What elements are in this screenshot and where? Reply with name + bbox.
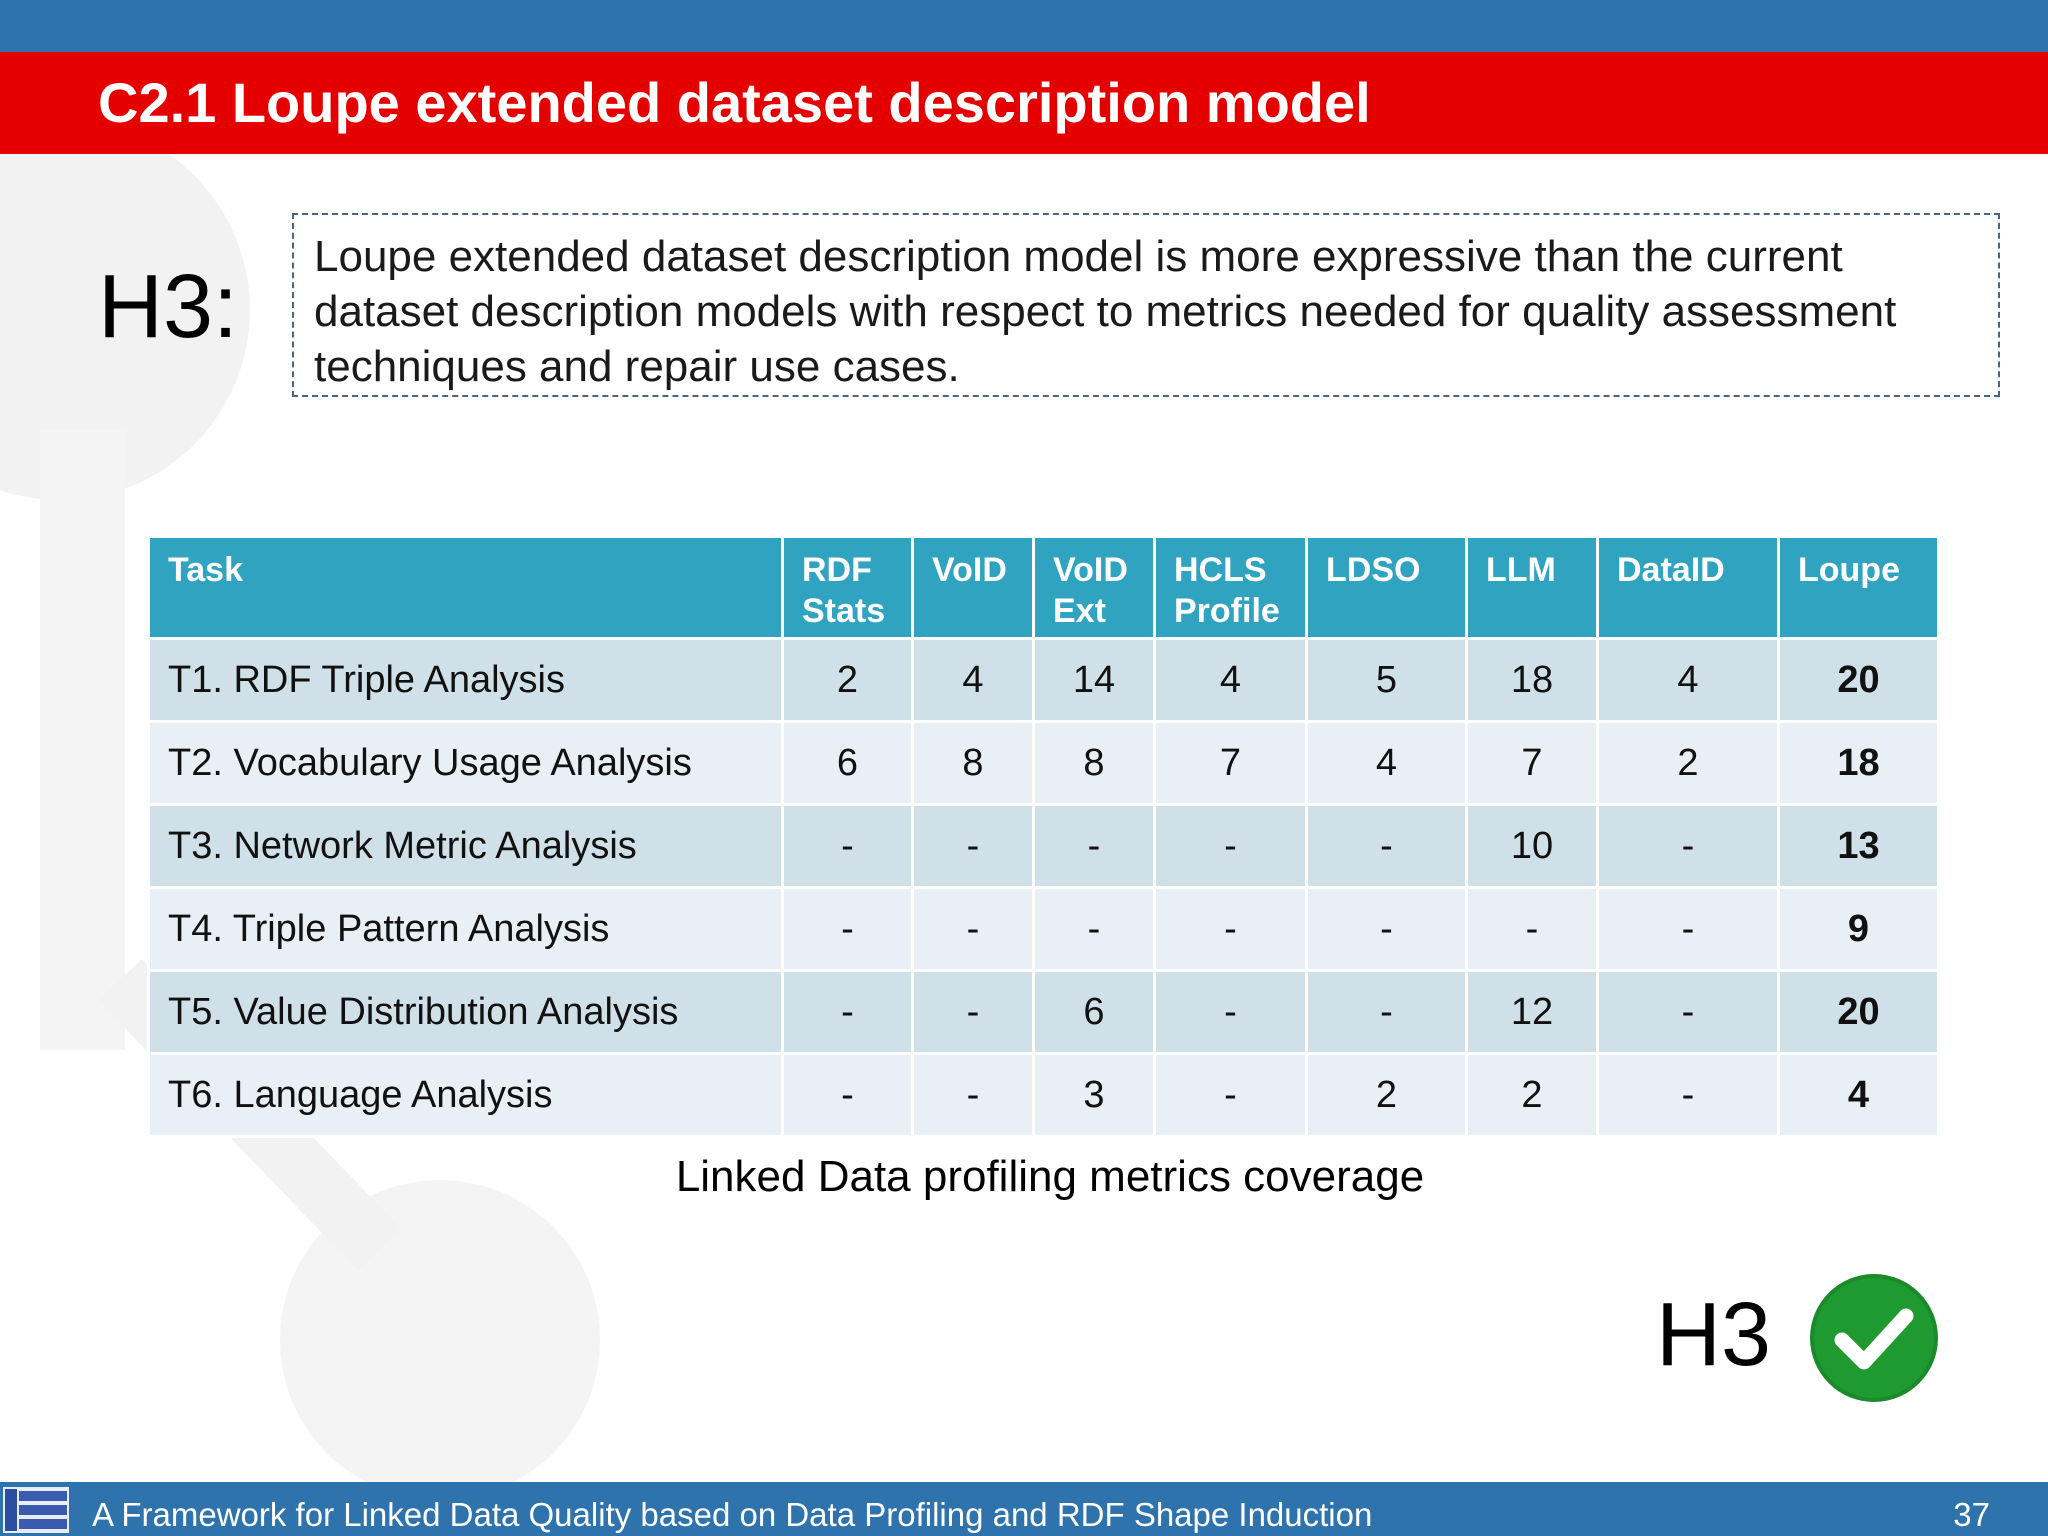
table-row <box>149 1054 1939 1137</box>
loupe-cell: 20 <box>1779 639 1939 722</box>
footer-text: A Framework for Linked Data Quality based on Data Profiling and RDF Shape Induction <box>92 1496 1373 1533</box>
table-cell: - <box>1598 805 1779 888</box>
table-cell: 2 <box>1307 1054 1467 1137</box>
coverage-table-container <box>147 535 1940 1138</box>
col-header-loupe: Loupe <box>1779 537 1939 639</box>
hypothesis-box <box>292 213 2000 397</box>
table-cell: - <box>783 971 913 1054</box>
group-logo-icon <box>3 1487 69 1533</box>
table-cell: 7 <box>1155 722 1307 805</box>
table-cell: - <box>1155 971 1307 1054</box>
table-cell: - <box>1034 805 1155 888</box>
table-cell: - <box>913 888 1034 971</box>
table-cell: 18 <box>1467 639 1598 722</box>
table-cell: 5 <box>1307 639 1467 722</box>
page-number: 37 <box>1953 1496 1990 1533</box>
table-cell: 2 <box>783 639 913 722</box>
table-cell: - <box>913 1054 1034 1137</box>
table-cell: - <box>913 971 1034 1054</box>
table-cell: 8 <box>913 722 1034 805</box>
table-cell: 6 <box>783 722 913 805</box>
task-cell: T3. Network Metric Analysis <box>149 805 783 888</box>
loupe-cell: 20 <box>1779 971 1939 1054</box>
table-cell: - <box>783 805 913 888</box>
result-label: H3 <box>1656 1285 1772 1385</box>
table-cell: 3 <box>1034 1054 1155 1137</box>
task-cell: T4. Triple Pattern Analysis <box>149 888 783 971</box>
table-cell: - <box>1598 971 1779 1054</box>
loupe-cell: 4 <box>1779 1054 1939 1137</box>
table-row <box>149 971 1939 1054</box>
table-cell: 8 <box>1034 722 1155 805</box>
slide-title: C2.1 Loupe extended dataset description model <box>98 71 1371 134</box>
table-cell: - <box>1307 805 1467 888</box>
col-header-llm: LLM <box>1467 537 1598 639</box>
table-cell: - <box>1034 888 1155 971</box>
col-header-dataid: DataID <box>1598 537 1779 639</box>
col-header-void-ext: VoID Ext <box>1034 537 1155 639</box>
col-header-task: Task <box>149 537 783 639</box>
table-cell: - <box>1598 1054 1779 1137</box>
table-cell: - <box>783 1054 913 1137</box>
table-cell: 7 <box>1467 722 1598 805</box>
hypothesis-text: Loupe extended dataset description model is more expressive than the current dataset description models with respect to metrics needed for quality assessment techniques and repair use cases. <box>314 232 1897 391</box>
table-cell: 2 <box>1598 722 1779 805</box>
table-caption: Linked Data profiling metrics coverage <box>675 1152 1425 1201</box>
table-cell: 4 <box>913 639 1034 722</box>
table-row <box>149 722 1939 805</box>
task-cell: T1. RDF Triple Analysis <box>149 639 783 722</box>
table-cell: - <box>1467 888 1598 971</box>
table-header-row <box>149 537 1939 639</box>
table-cell: 6 <box>1034 971 1155 1054</box>
table-cell: 2 <box>1467 1054 1598 1137</box>
loupe-cell: 18 <box>1779 722 1939 805</box>
table-cell: - <box>913 805 1034 888</box>
task-cell: T5. Value Distribution Analysis <box>149 971 783 1054</box>
table-cell: - <box>783 888 913 971</box>
loupe-cell: 9 <box>1779 888 1939 971</box>
table-cell: - <box>1155 1054 1307 1137</box>
top-band <box>0 0 2048 52</box>
task-cell: T2. Vocabulary Usage Analysis <box>149 722 783 805</box>
table-cell: - <box>1307 888 1467 971</box>
table-cell: 4 <box>1155 639 1307 722</box>
table-cell: 14 <box>1034 639 1155 722</box>
col-header-rdf-stats: RDF Stats <box>783 537 913 639</box>
col-header-hcls-profile: HCLS Profile <box>1155 537 1307 639</box>
table-cell: - <box>1598 888 1779 971</box>
table-cell: 4 <box>1598 639 1779 722</box>
coverage-table <box>147 535 1940 1138</box>
task-cell: T6. Language Analysis <box>149 1054 783 1137</box>
hypothesis-label: H3: <box>98 257 239 357</box>
check-circle-icon <box>1808 1272 1940 1404</box>
table-row <box>149 805 1939 888</box>
table-cell: 12 <box>1467 971 1598 1054</box>
table-row <box>149 639 1939 722</box>
table-cell: 4 <box>1307 722 1467 805</box>
table-cell: - <box>1155 805 1307 888</box>
table-cell: - <box>1307 971 1467 1054</box>
table-row <box>149 888 1939 971</box>
table-cell: 10 <box>1467 805 1598 888</box>
col-header-ldso: LDSO <box>1307 537 1467 639</box>
table-cell: - <box>1155 888 1307 971</box>
col-header-void: VoID <box>913 537 1034 639</box>
loupe-cell: 13 <box>1779 805 1939 888</box>
